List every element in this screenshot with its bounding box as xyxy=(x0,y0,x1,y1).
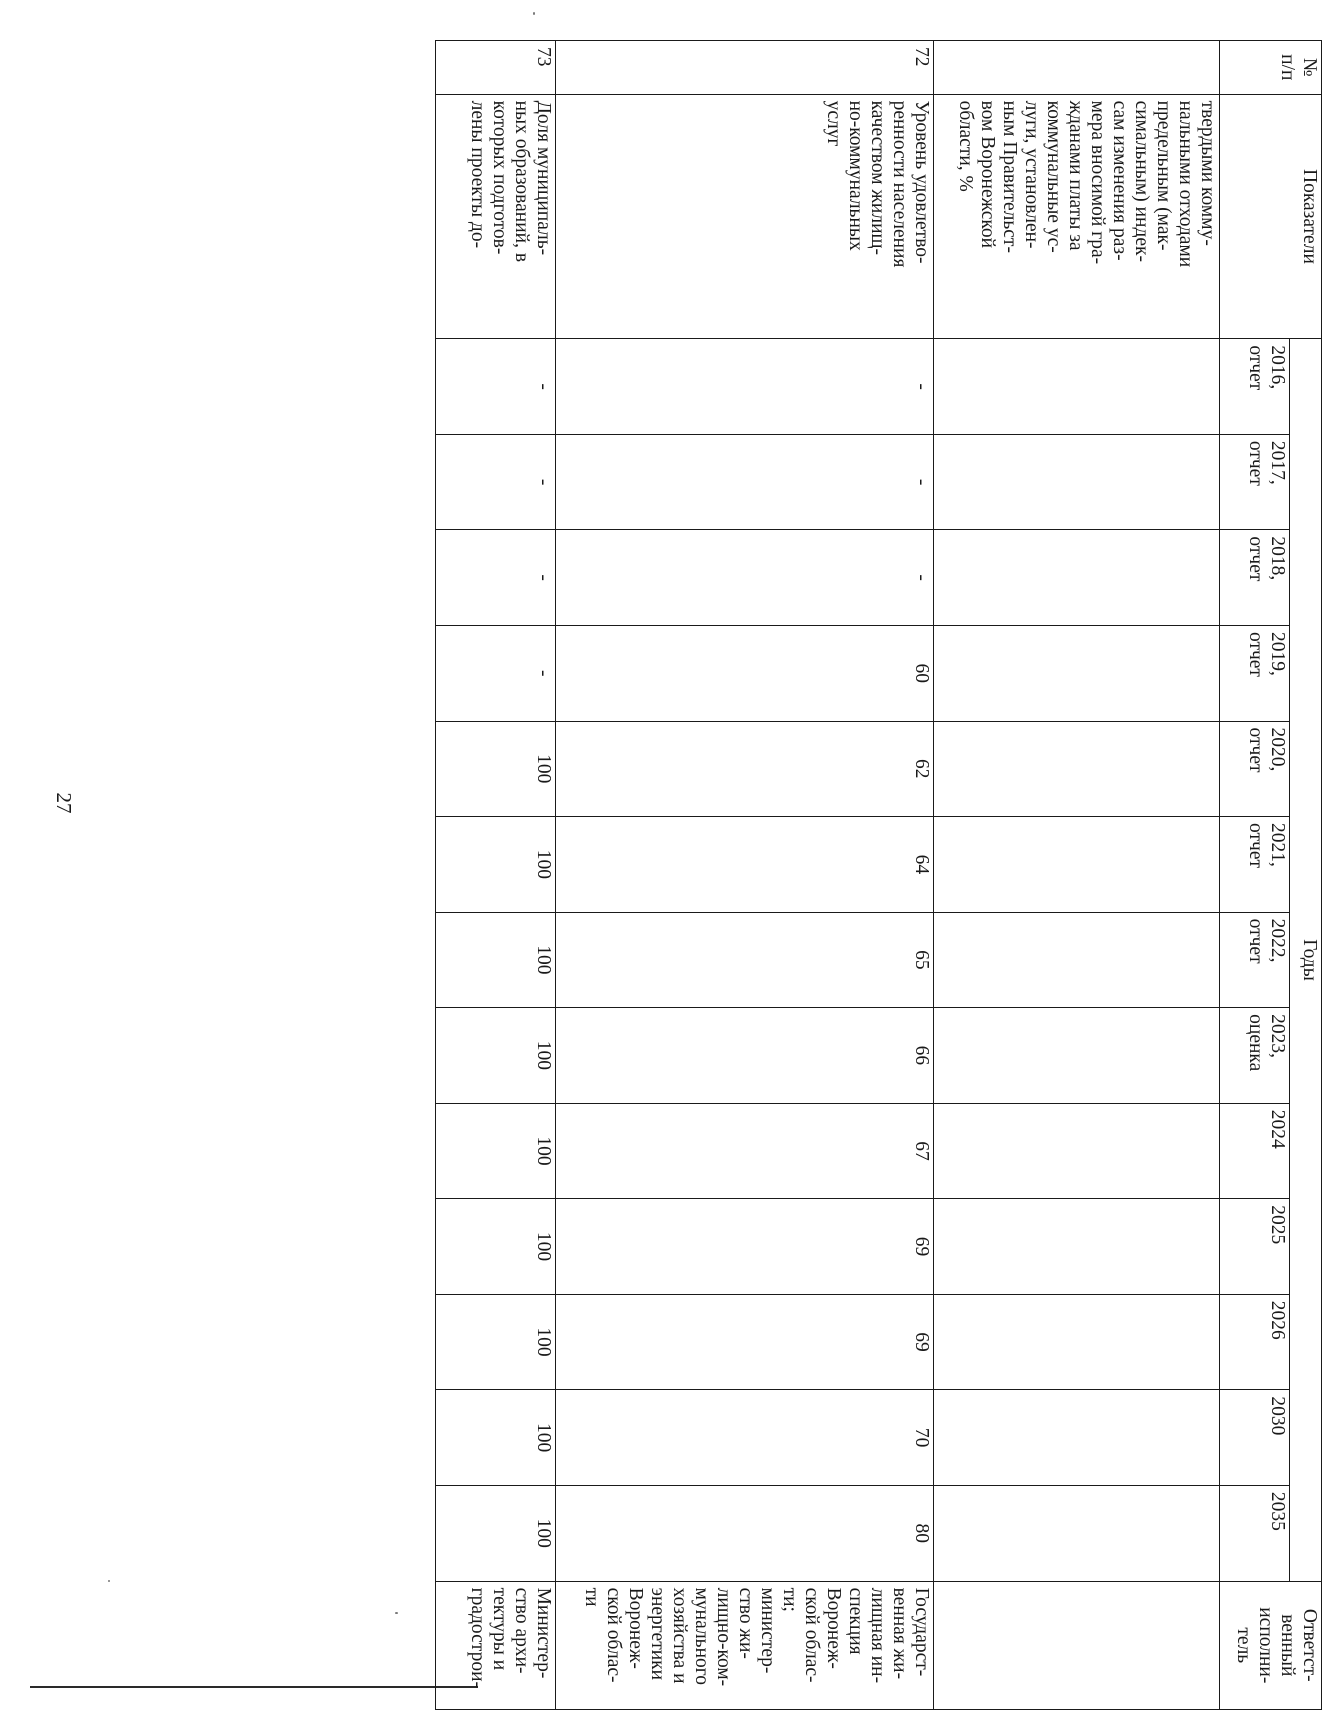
table-row xyxy=(556,41,934,1710)
scan-speck xyxy=(108,1580,110,1582)
header-executor: Ответст- венный исполни- тель xyxy=(1220,1581,1322,1709)
row-value: 100 xyxy=(436,721,556,817)
row-value xyxy=(934,817,1220,913)
row-value: - xyxy=(436,625,556,721)
header-year: 2018, отчет xyxy=(1220,530,1290,626)
row-executor xyxy=(934,1581,1220,1709)
row-value xyxy=(934,1485,1220,1581)
row-value: 64 xyxy=(556,817,934,913)
row-value xyxy=(934,625,1220,721)
row-value: 100 xyxy=(436,1485,556,1581)
row-value: 100 xyxy=(436,817,556,913)
header-year: 2030 xyxy=(1220,1390,1290,1486)
header-years-group: Годы xyxy=(1290,339,1322,1581)
row-value xyxy=(934,1199,1220,1295)
row-value: 70 xyxy=(556,1390,934,1486)
header-year: 2023, оценка xyxy=(1220,1008,1290,1104)
row-value: 67 xyxy=(556,1103,934,1199)
row-value: 69 xyxy=(556,1199,934,1295)
row-value: 100 xyxy=(436,1103,556,1199)
row-value: 100 xyxy=(436,1390,556,1486)
header-year: 2025 xyxy=(1220,1199,1290,1295)
row-value: 100 xyxy=(436,912,556,1008)
row-value: 69 xyxy=(556,1294,934,1390)
row-value xyxy=(934,1294,1220,1390)
indicators-table xyxy=(435,40,1322,1710)
row-indicator: твердыми комму- нальными отходами предельным (мак- симальным) индек- сам изменения раз- мера вносимой гра- жданами платы за коммунальные ус- луги, установлен- ным Правительст- вом Воронежской области, % xyxy=(934,94,1220,339)
row-value: - xyxy=(556,530,934,626)
header-year: 2021, отчет xyxy=(1220,817,1290,913)
row-value: 62 xyxy=(556,721,934,817)
header-year: 2035 xyxy=(1220,1485,1290,1581)
row-value xyxy=(934,1103,1220,1199)
row-indicator: Доля муниципаль- ных образований, в которых подготов- лены проекты до- xyxy=(436,94,556,339)
row-value: - xyxy=(556,434,934,530)
header-year: 2016, отчет xyxy=(1220,339,1290,435)
row-value: 65 xyxy=(556,912,934,1008)
row-value: 66 xyxy=(556,1008,934,1104)
row-value: 80 xyxy=(556,1485,934,1581)
table-row xyxy=(934,41,1220,1710)
rotated-table-container xyxy=(267,40,1322,1735)
row-value xyxy=(934,1008,1220,1104)
row-executor: Министер- ство архи- тектуры и градострои- xyxy=(436,1581,556,1709)
row-value xyxy=(934,912,1220,1008)
header-indicator: Показатели xyxy=(1220,94,1322,339)
header-year: 2020, отчет xyxy=(1220,721,1290,817)
row-executor: Государст- венная жи- лищная ин- спекция Воронеж- ской облас- ти; министер- ство жи- лищно-ком- мунального хозяйства и энергетики Воронеж- ской облас- ти xyxy=(556,1581,934,1709)
row-value xyxy=(934,530,1220,626)
row-value: 100 xyxy=(436,1294,556,1390)
header-year: 2017, отчет xyxy=(1220,434,1290,530)
header-num: № п/п xyxy=(1220,41,1322,95)
row-num xyxy=(934,41,1220,95)
row-value: - xyxy=(556,339,934,435)
row-value: 60 xyxy=(556,625,934,721)
row-indicator: Уровень удовлетво- ренности населения качеством жилищ- но-коммунальных услуг xyxy=(556,94,934,339)
header-year: 2019, отчет xyxy=(1220,625,1290,721)
header-year: 2024 xyxy=(1220,1103,1290,1199)
header-year: 2026 xyxy=(1220,1294,1290,1390)
row-value xyxy=(934,434,1220,530)
scan-speck xyxy=(533,12,535,15)
row-value: - xyxy=(436,530,556,626)
table-row xyxy=(436,41,556,1710)
header-year: 2022, отчет xyxy=(1220,912,1290,1008)
row-value xyxy=(934,339,1220,435)
row-value xyxy=(934,721,1220,817)
row-value: 100 xyxy=(436,1199,556,1295)
row-value: 100 xyxy=(436,1008,556,1104)
row-num: 72 xyxy=(556,41,934,95)
row-value: - xyxy=(436,339,556,435)
row-value: - xyxy=(436,434,556,530)
row-num: 73 xyxy=(436,41,556,95)
page-number: 27 xyxy=(52,792,76,814)
row-value xyxy=(934,1390,1220,1486)
